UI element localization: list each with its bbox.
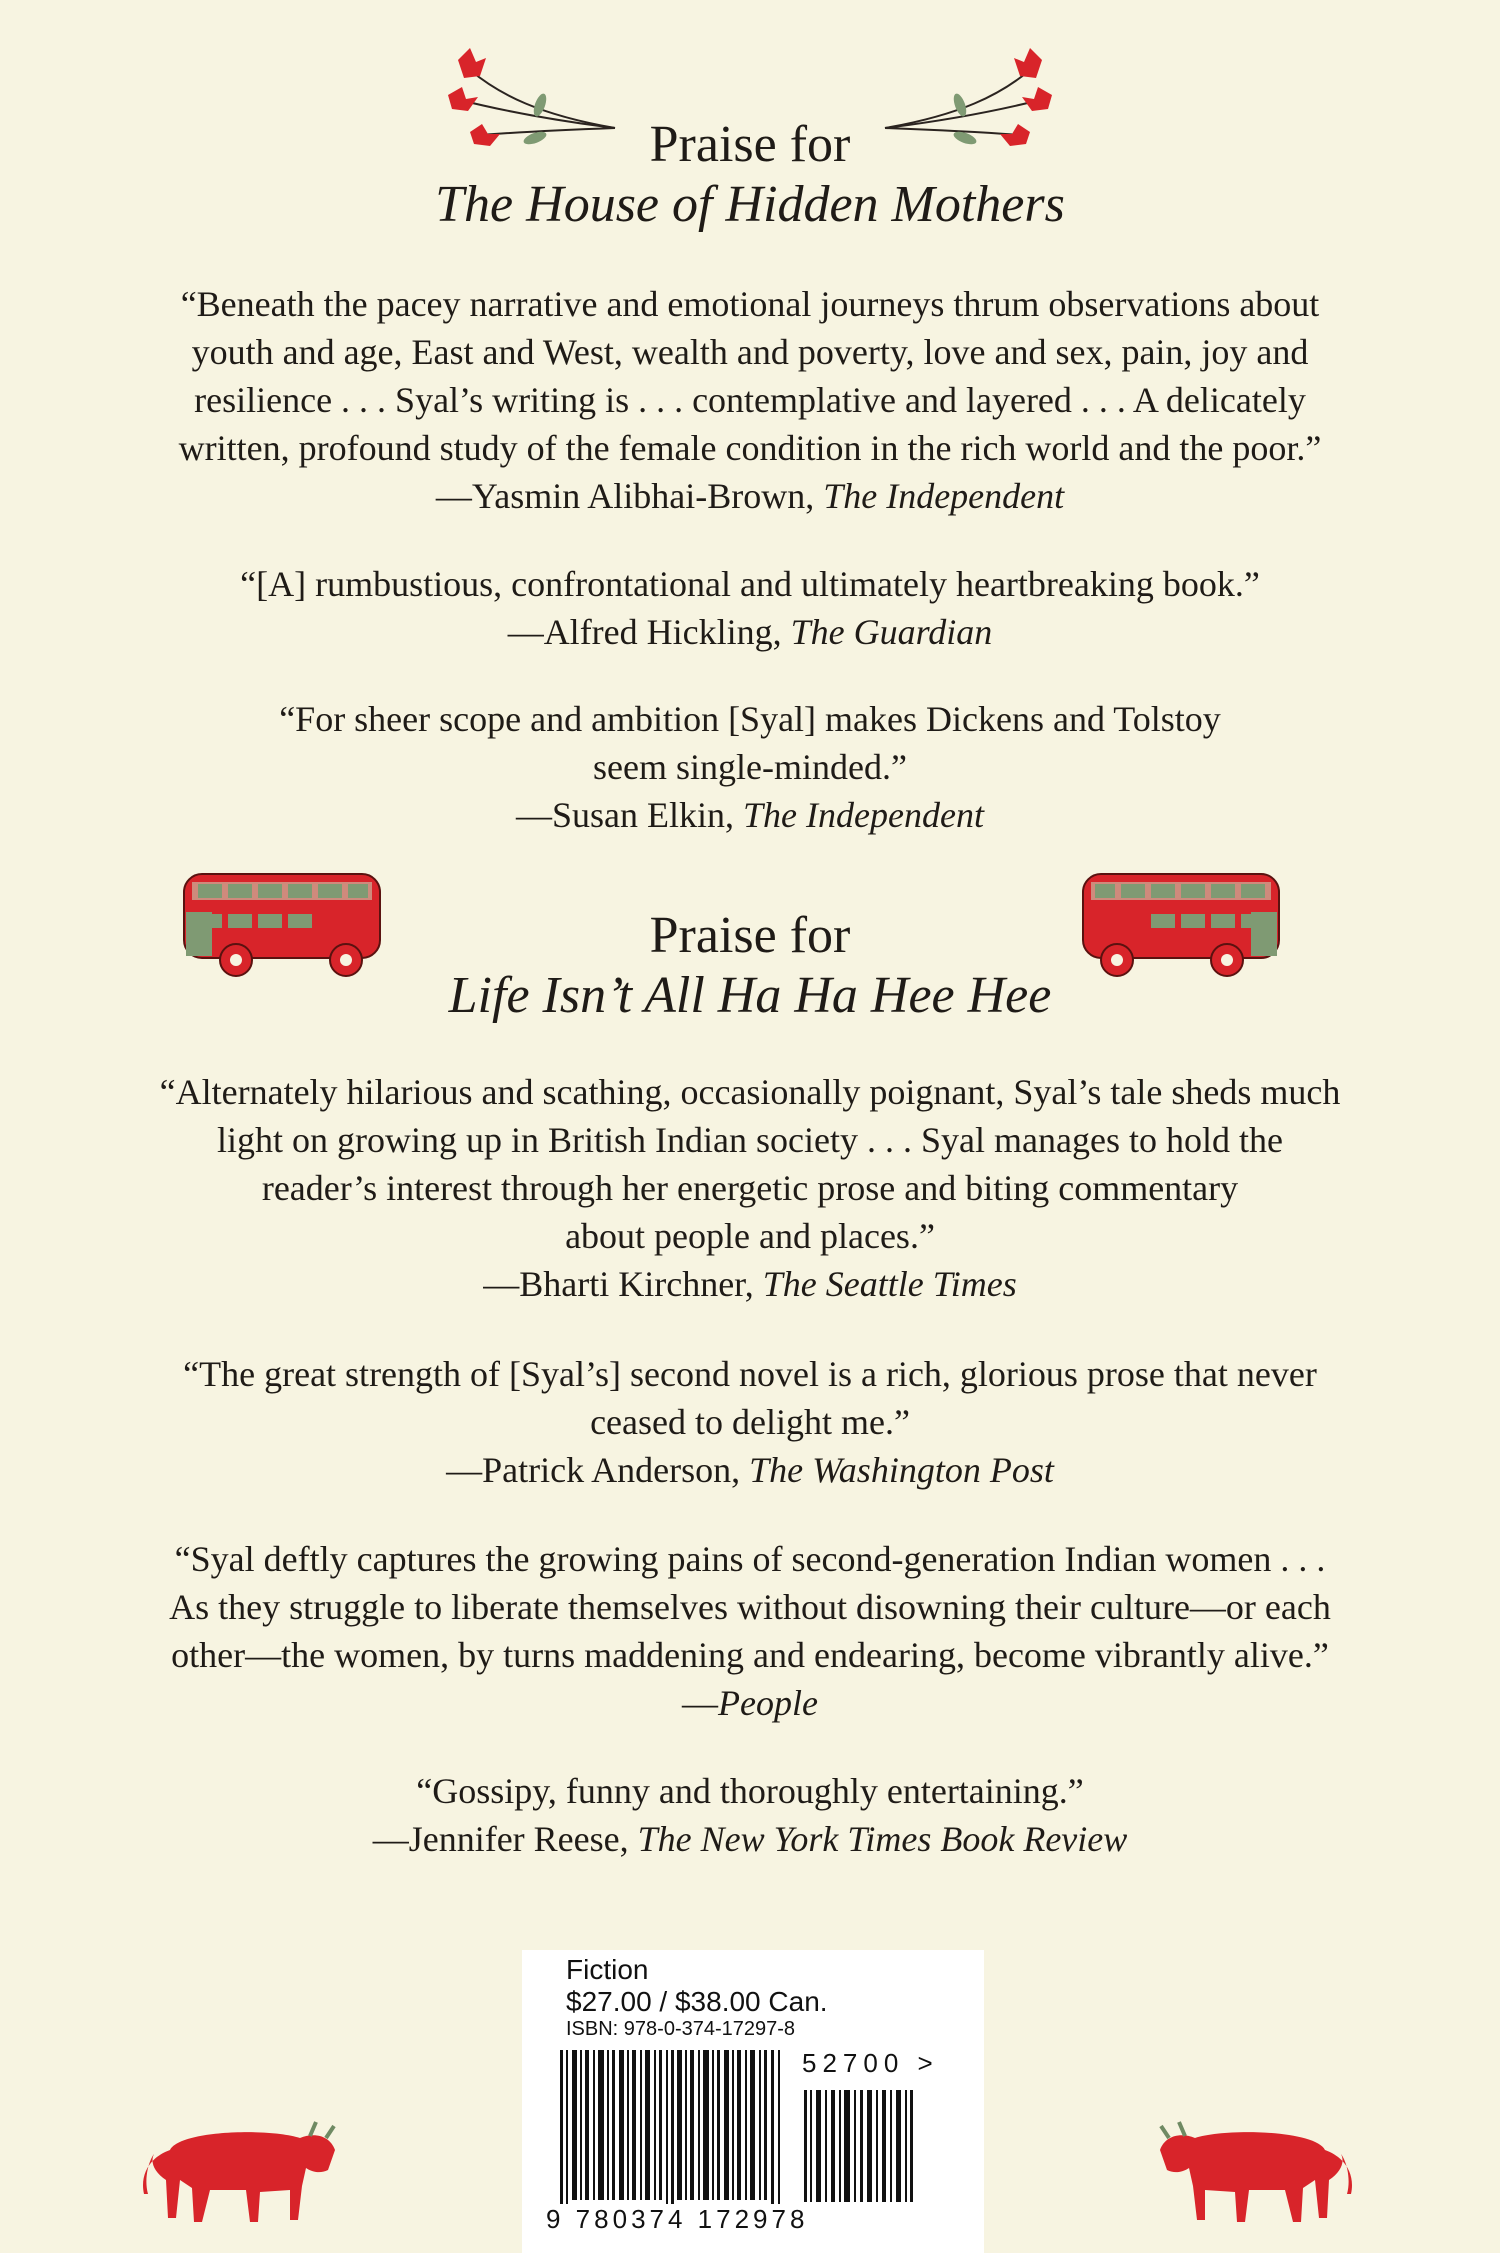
book-title: Life Isn’t All Ha Ha Hee Hee (448, 967, 1052, 1024)
review-quote (80, 1767, 1420, 1863)
isbn-label: ISBN: 978-0-374-17297-8 (566, 2018, 796, 2040)
quote-line: As they struggle to liberate themselves without disowning their culture—or each (169, 1587, 1331, 1627)
quote-line: “Alternately hilarious and scathing, occasionally poignant, Syal’s tale sheds much (159, 1072, 1341, 1112)
quote-line: “[A] rumbustious, confrontational and ultimately heartbreaking book.” (240, 564, 1260, 604)
section-heading-1 (0, 115, 1500, 235)
book-title: The House of Hidden Mothers (435, 176, 1065, 233)
quote-line: “Syal deftly captures the growing pains of second-generation Indian women . . . (174, 1539, 1326, 1579)
quote-attribution: —Bharti Kirchner, The Seattle Times (483, 1264, 1017, 1304)
source-publication: The Independent (823, 476, 1065, 516)
quote-line: “Gossipy, funny and thoroughly entertaining.” (416, 1771, 1084, 1811)
quote-line: “The great strength of [Syal’s] second novel is a rich, glorious prose that never (183, 1354, 1317, 1394)
quote-line: seem single-minded.” (593, 747, 907, 787)
genre-label: Fiction (566, 1954, 649, 1985)
review-quote (80, 280, 1420, 520)
quote-line: written, profound study of the female condition in the rich world and the poor.” (178, 428, 1322, 468)
quote-attribution: —Jennifer Reese, The New York Times Book Review (372, 1819, 1128, 1859)
cow-icon-right (1155, 2110, 1355, 2230)
quote-line: “For sheer scope and ambition [Syal] makes Dickens and Tolstoy (279, 699, 1221, 739)
quote-line: “Beneath the pacey narrative and emotional journeys thrum observations about (180, 284, 1320, 324)
isbn-barcode (558, 2050, 788, 2210)
source-publication: The Independent (743, 795, 984, 835)
section-heading-2 (0, 906, 1500, 1026)
price-label: $27.00 / $38.00 Can. (566, 1986, 828, 2017)
review-quote (80, 1350, 1420, 1494)
quote-line: reader’s interest through her energetic prose and biting commentary (261, 1168, 1239, 1208)
isbn-digits: 9 780374 172978 (542, 2204, 812, 2235)
barcode-label (522, 1950, 984, 2253)
quote-attribution: —Alfred Hickling, The Guardian (507, 612, 993, 652)
review-quote (80, 560, 1420, 656)
review-quote (80, 695, 1420, 839)
price-code: 52700 > (802, 2048, 939, 2078)
source-publication: People (718, 1683, 818, 1723)
quote-attribution: —People (682, 1683, 818, 1723)
praise-for-label: Praise for (649, 116, 851, 173)
source-publication: The Washington Post (749, 1450, 1054, 1490)
source-publication: The New York Times Book Review (637, 1819, 1128, 1859)
quote-attribution: —Patrick Anderson, The Washington Post (446, 1450, 1054, 1490)
review-quote (80, 1535, 1420, 1727)
price-barcode (802, 2090, 922, 2202)
cow-icon-left (140, 2110, 340, 2230)
quote-line: about people and places.” (565, 1216, 935, 1256)
review-quote (80, 1068, 1420, 1308)
quote-attribution: —Susan Elkin, The Independent (516, 795, 984, 835)
quote-line: youth and age, East and West, wealth and poverty, love and sex, pain, joy and (191, 332, 1309, 372)
quote-line: light on growing up in British Indian society . . . Syal manages to hold the (217, 1120, 1283, 1160)
quote-line: ceased to delight me.” (590, 1402, 910, 1442)
quote-line: other—the women, by turns maddening and endearing, become vibrantly alive.” (171, 1635, 1329, 1675)
praise-for-label: Praise for (649, 907, 851, 964)
quote-line: resilience . . . Syal’s writing is . . . contemplative and layered . . . A delicately (194, 380, 1306, 420)
source-publication: The Seattle Times (762, 1264, 1017, 1304)
source-publication: The Guardian (790, 612, 993, 652)
quote-attribution: —Yasmin Alibhai-Brown, The Independent (435, 476, 1065, 516)
